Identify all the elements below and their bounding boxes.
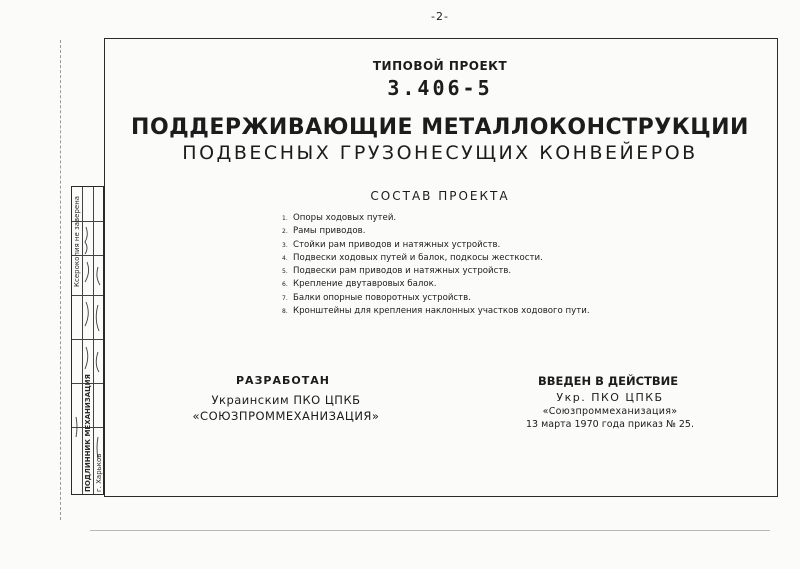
introduced-label: ВВЕДЕН В ДЕЙСТВИЕ xyxy=(538,374,679,388)
list-item: 1. Опоры ходовых путей. xyxy=(282,213,397,223)
introducing-org-name: «Союзпроммеханизация» xyxy=(542,406,678,417)
list-item: 6. Крепление двутавровых балок. xyxy=(282,279,437,290)
developer-org: Украинским ПКО ЦПКБ xyxy=(211,393,361,407)
project-type-label: ТИПОВОЙ ПРОЕКТ xyxy=(372,59,508,73)
approval-stamp xyxy=(71,186,104,495)
document-title: ПОДДЕРЖИВАЮЩИЕ МЕТАЛЛОКОНСТРУКЦИИ xyxy=(131,115,749,140)
list-item: 3. Стойки рам приводов и натяжных устройств. xyxy=(282,239,501,250)
list-item: 2. Рамы приводов. xyxy=(282,226,366,237)
list-item: 8. Кронштейны для крепления наклонных участков ходового пути. xyxy=(282,306,590,317)
stamp-text-mid: ПОДЛИННИК МЕХАНИЗАЦИЯ xyxy=(84,374,92,492)
stamp-text-bottom: г. Харьков xyxy=(95,453,103,492)
developed-by-label: РАЗРАБОТАН xyxy=(236,374,330,387)
list-item: 5. Подвески рам приводов и натяжных устройств. xyxy=(282,266,512,277)
document-subtitle: ПОДВЕСНЫХ ГРУЗОНЕСУЩИХ КОНВЕЙЕРОВ xyxy=(182,142,698,164)
developer-org-name: «СОЮЗПРОММЕХАНИЗАЦИЯ» xyxy=(192,409,380,423)
page-number: -2- xyxy=(431,10,449,23)
scan-edge-line xyxy=(90,530,770,531)
introduction-order: 13 марта 1970 года приказ № 25. xyxy=(526,419,694,430)
contents-list xyxy=(282,212,590,318)
stamp-text-top: Ксерокопия не заверена xyxy=(73,195,81,287)
introducing-org: Укр. ПКО ЦПКБ xyxy=(556,391,664,404)
list-item: 4. Подвески ходовых путей и балок, подкосы жесткости. xyxy=(282,252,543,263)
contents-heading: СОСТАВ ПРОЕКТА xyxy=(370,189,510,203)
project-number: 3.406-5 xyxy=(387,76,493,100)
list-item: 7. Балки опорные поворотных устройств. xyxy=(282,292,471,303)
fold-line xyxy=(60,40,61,520)
